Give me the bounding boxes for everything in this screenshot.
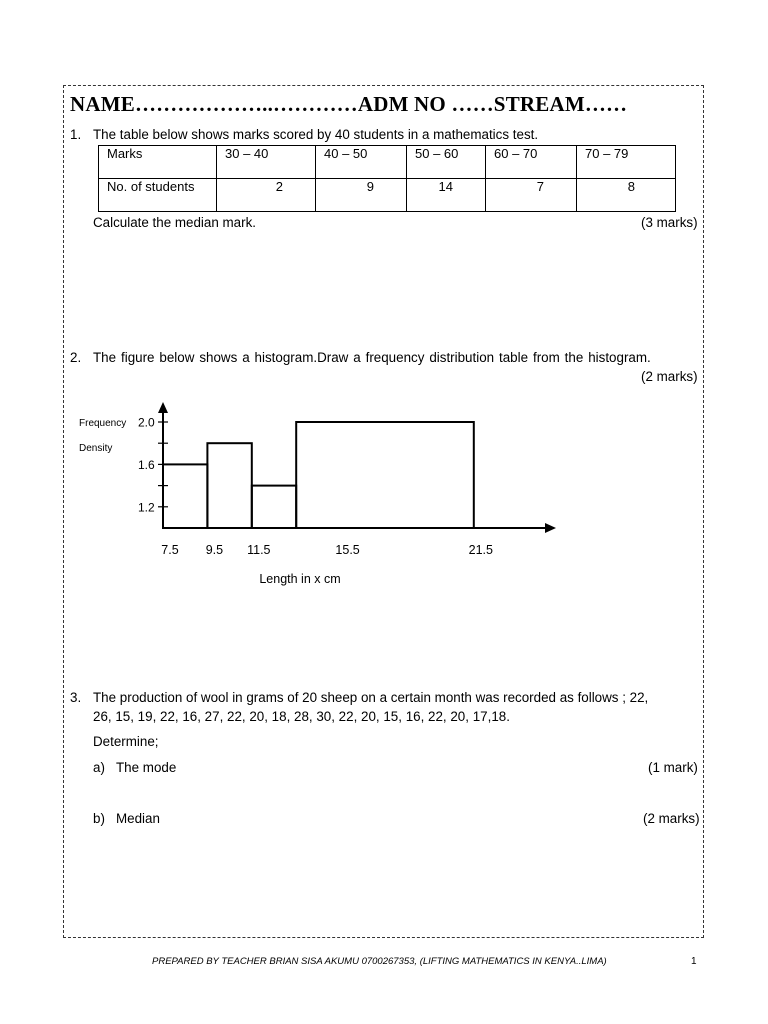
table-cell: 40 – 50: [316, 146, 407, 179]
q3a-text: The mode: [116, 760, 177, 775]
table-cell: 30 – 40: [217, 146, 316, 179]
table-cell: 2: [217, 179, 316, 212]
x-tick-label: 9.5: [205, 543, 224, 557]
q2-number: 2.: [70, 350, 82, 365]
marks-table: [98, 145, 676, 212]
table-cell: 50 – 60: [407, 146, 486, 179]
x-tick-label: 11.5: [247, 543, 271, 557]
q2-marks: (2 marks): [641, 369, 698, 384]
table-row: [99, 179, 676, 212]
q1-text: The table below shows marks scored by 40 students in a mathematics test.: [93, 127, 539, 142]
q3a-label: a): [93, 760, 105, 775]
y-axis-label: Density: [79, 443, 113, 454]
q3-number: 3.: [70, 690, 82, 705]
table-cell: 8: [577, 179, 676, 212]
table-cell: 60 – 70: [486, 146, 577, 179]
q1-number: 1.: [70, 127, 82, 142]
q3-line1: The production of wool in grams of 20 sheep on a certain month was recorded as follows ; 22,: [93, 690, 649, 705]
q3a-marks: (1 mark): [648, 760, 698, 775]
y-tick-label: 1.2: [138, 500, 155, 515]
q3b-marks: (2 marks): [643, 811, 700, 826]
x-axis-label: Length in x cm: [259, 572, 341, 586]
table-cell: 70 – 79: [577, 146, 676, 179]
q2-text: The figure below shows a histogram.Draw a frequency distribution table from the histogram.: [93, 350, 651, 365]
q1-task: Calculate the median mark.: [93, 215, 256, 230]
page-number: 1: [691, 956, 697, 967]
table-row: [99, 146, 676, 179]
y-tick-label: 1.6: [138, 457, 155, 472]
q3-line2: 26, 15, 19, 22, 16, 27, 22, 20, 18, 28, 30, 22, 20, 15, 16, 22, 20, 17,18.: [93, 709, 510, 724]
footer-credit: PREPARED BY TEACHER BRIAN SISA AKUMU 0700267353, (LIFTING MATHEMATICS IN KENYA..LIMA): [152, 956, 607, 967]
table-cell: 14: [407, 179, 486, 212]
q3b-text: Median: [116, 811, 160, 826]
table-cell: 9: [316, 179, 407, 212]
table-cell: 7: [486, 179, 577, 212]
x-tick-label: 15.5: [335, 543, 360, 557]
y-tick-label: 2.0: [138, 415, 155, 430]
x-tick-label: 21.5: [468, 543, 493, 557]
table-row-header: Marks: [99, 146, 217, 179]
q1-marks: (3 marks): [641, 215, 698, 230]
x-tick-label: 7.5: [161, 543, 179, 557]
q3b-label: b): [93, 811, 105, 826]
table-row-header: No. of students: [99, 179, 217, 212]
q3-determine: Determine;: [93, 734, 159, 749]
name-admno-stream-header: NAME………………..…………ADM NO ……STREAM……: [70, 92, 628, 116]
y-axis-label: Frequency: [79, 418, 127, 429]
